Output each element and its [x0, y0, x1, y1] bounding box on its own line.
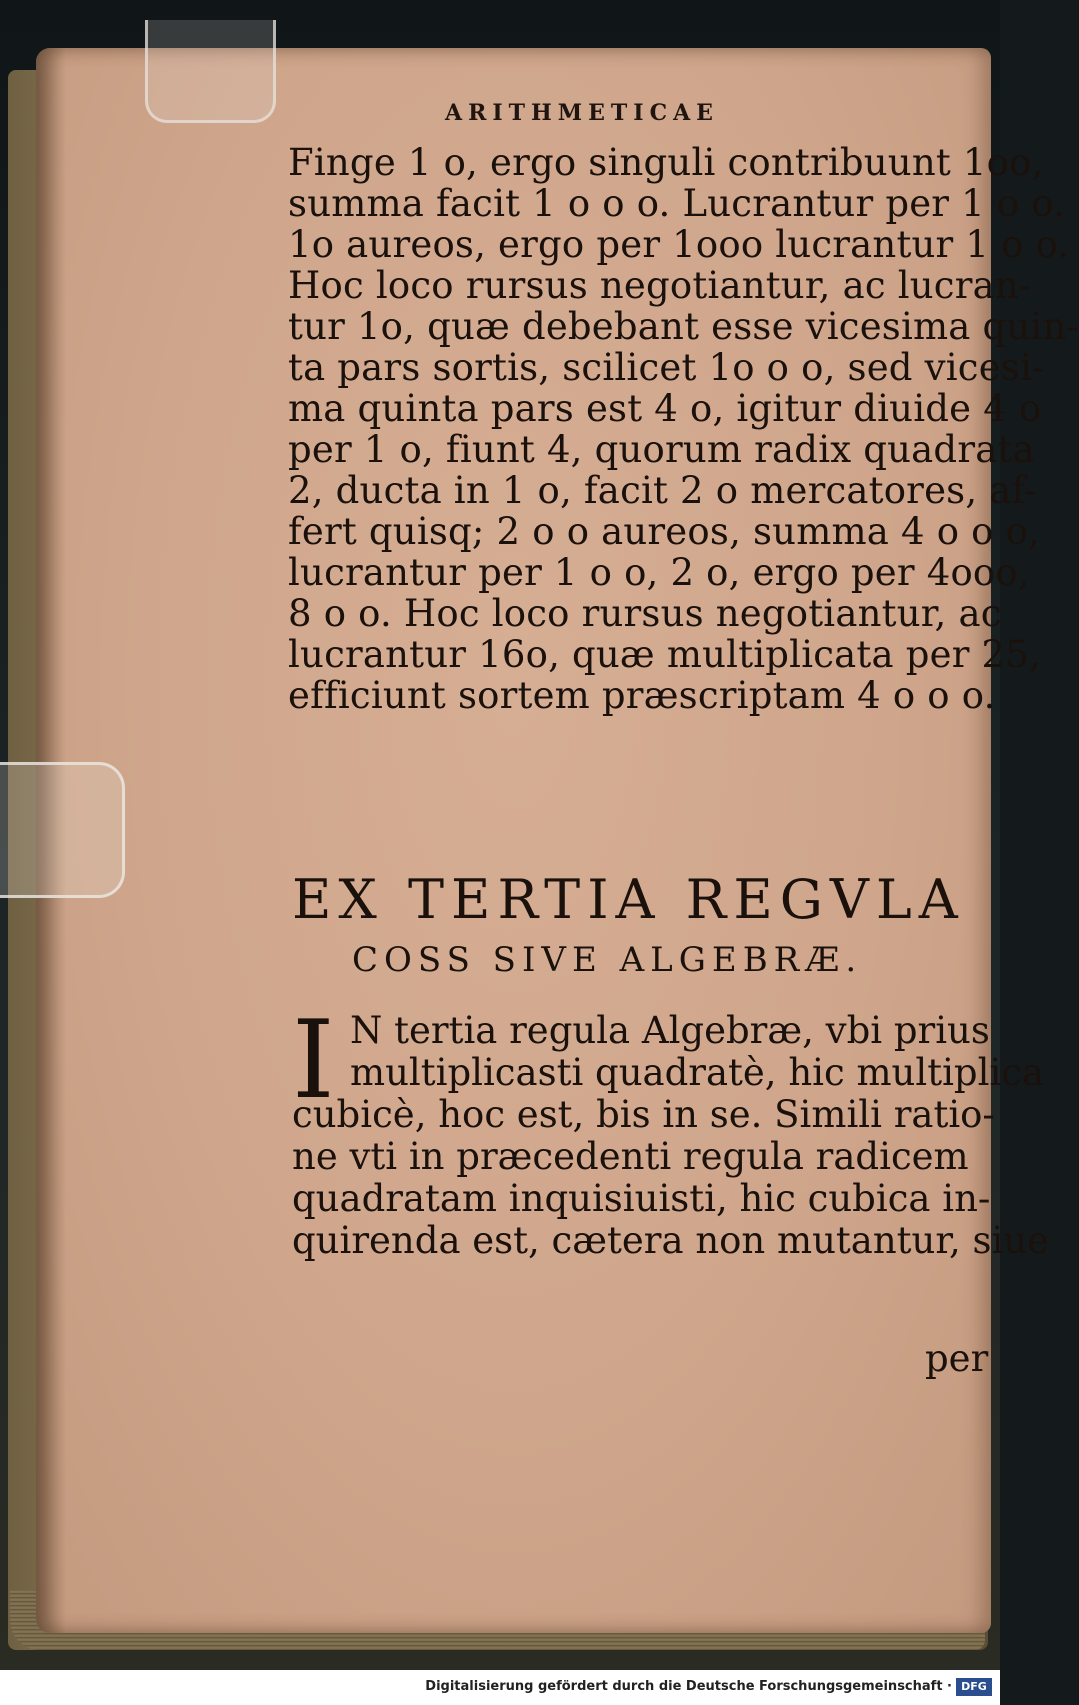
- text-line: ta pars sortis, scilicet 1o o o, sed vicesi-: [288, 346, 1045, 389]
- text-line: lucrantur per 1 o o, 2 o, ergo per 4ooo,: [288, 551, 1030, 594]
- catchword: per: [925, 1337, 989, 1380]
- text-line: 1o aureos, ergo per 1ooo lucrantur 1 o o.: [288, 223, 1070, 266]
- section-subtitle: COSS SIVE ALGEBRÆ.: [352, 940, 863, 980]
- text-line: summa facit 1 o o o. Lucrantur per 1 o o.: [288, 182, 1066, 225]
- body-text: [288, 141, 1079, 717]
- text-line: fert quisq; 2 o o aureos, summa 4 o o o,: [288, 510, 1041, 553]
- text-line: lucrantur 16o, quæ multiplicata per 25,: [288, 633, 1041, 676]
- text-line: efficiunt sortem præscriptam 4 o o o.: [288, 674, 996, 717]
- dfg-logo: DFG: [956, 1678, 992, 1696]
- drop-cap: I: [292, 998, 335, 1123]
- text-line: cubicè, hoc est, bis in se. Simili ratio-: [292, 1093, 995, 1136]
- text-line: tur 1o, quæ debebant esse vicesima quin-: [288, 305, 1079, 348]
- section-title: EX TERTIA REGVLA: [292, 868, 965, 931]
- running-header: ARITHMETICAE: [445, 100, 719, 126]
- text-line: quirenda est, cætera non mutantur, siue: [292, 1219, 1050, 1262]
- top-clip: [145, 20, 276, 123]
- paragraph: [292, 998, 1050, 1262]
- text-line: 2, ducta in 1 o, facit 2 o mercatores, af-: [288, 469, 1037, 512]
- text-line: ma quinta pars est 4 o, igitur diuide 4 o: [288, 387, 1042, 430]
- side-clip: [0, 762, 125, 898]
- text-line: Hoc loco rursus negotiantur, ac lucran-: [288, 264, 1032, 307]
- text-line: Finge 1 o, ergo singuli contribuunt 1oo,: [288, 141, 1044, 184]
- text-line: N tertia regula Algebræ, vbi prius: [350, 1009, 990, 1052]
- footer-bar: [0, 1670, 1000, 1705]
- text-line: per 1 o, fiunt 4, quorum radix quadrata: [288, 428, 1035, 471]
- text-line: multiplicasti quadratè, hic multiplica: [350, 1051, 1045, 1094]
- footer-credit: Digitalisierung gefördert durch die Deutsche Forschungsgemeinschaft ·: [425, 1679, 952, 1694]
- text-line: quadratam inquisiuisti, hic cubica in-: [292, 1177, 991, 1220]
- text-line: 8 o o. Hoc loco rursus negotiantur, ac: [288, 592, 1002, 635]
- text-line: ne vti in præcedenti regula radicem: [292, 1135, 969, 1178]
